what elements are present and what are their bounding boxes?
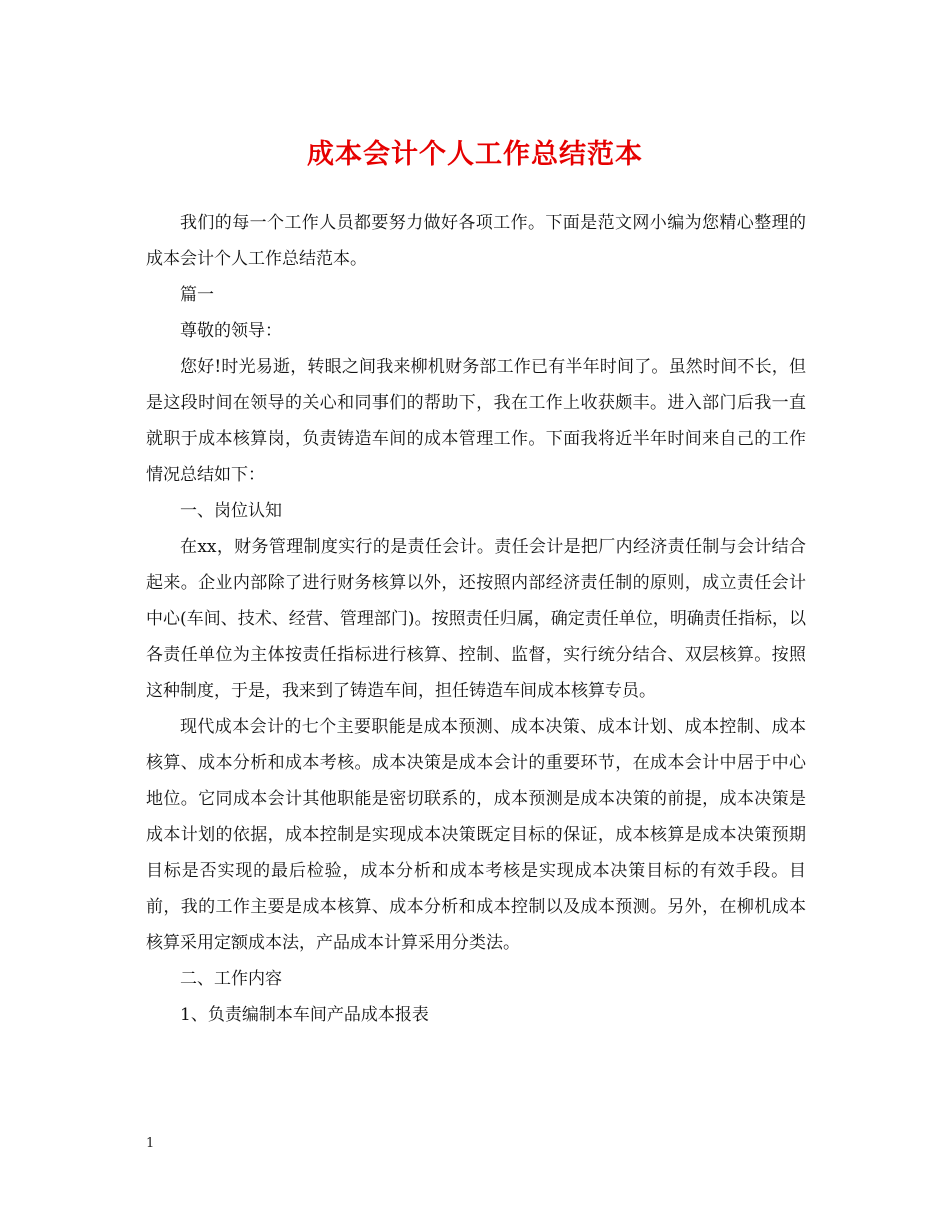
document-body [146,205,806,1033]
intro-paragraph: 我们的每一个工作人员都要努力做好各项工作。下面是范文网小编为您精心整理的成本会计个人工作总结范本。 [146,213,806,269]
subsection-heading: 1、负责编制本车间产品成本报表 [180,1005,429,1025]
body-paragraph: 在xx，财务管理制度实行的是责任会计。责任会计是把厂内经济责任制与会计结合起来。企业内部除了进行财务核算以外，还按照内部经济责任制的原则，成立责任会计中心(车间、技术、经营、管理部门)。按照责任归属，确定责任单位，明确责任指标，以各责任单位为主体按责任指标进行核算、控制、监督，实行统分结合、双层核算。按照这种制度，于是，我来到了铸造车间，担任铸造车间成本核算专员。 [146,537,806,701]
body-paragraph: 现代成本会计的七个主要职能是成本预测、成本决策、成本计划、成本控制、成本核算、成本分析和成本考核。成本决策是成本会计的重要环节，在成本会计中居于中心地位。它同成本会计其他职能是密切联系的，成本预测是成本决策的前提，成本决策是成本计划的依据，成本控制是实现成本决策既定目标的保证，成本核算是成本决策预期目标是否实现的最后检验，成本分析和成本考核是实现成本决策目标的有效手段。目前，我的工作主要是成本核算、成本分析和成本控制以及成本预测。另外，在柳机成本核算采用定额成本法，产品成本计算采用分类法。 [146,717,806,953]
page-number: 1 [146,1136,155,1151]
section-label: 篇一 [180,285,214,305]
section-heading: 二、工作内容 [180,969,282,989]
salutation: 尊敬的领导： [180,321,282,341]
section-heading: 一、岗位认知 [180,501,282,521]
document-title: 成本会计个人工作总结范本 [307,139,643,170]
body-paragraph: 您好!时光易逝，转眼之间我来柳机财务部工作已有半年时间了。虽然时间不长，但是这段时间在领导的关心和同事们的帮助下，我在工作上收获颇丰。进入部门后我一直就职于成本核算岗，负责铸造车间的成本管理工作。下面我将近半年时间来自己的工作情况总结如下： [146,357,806,485]
